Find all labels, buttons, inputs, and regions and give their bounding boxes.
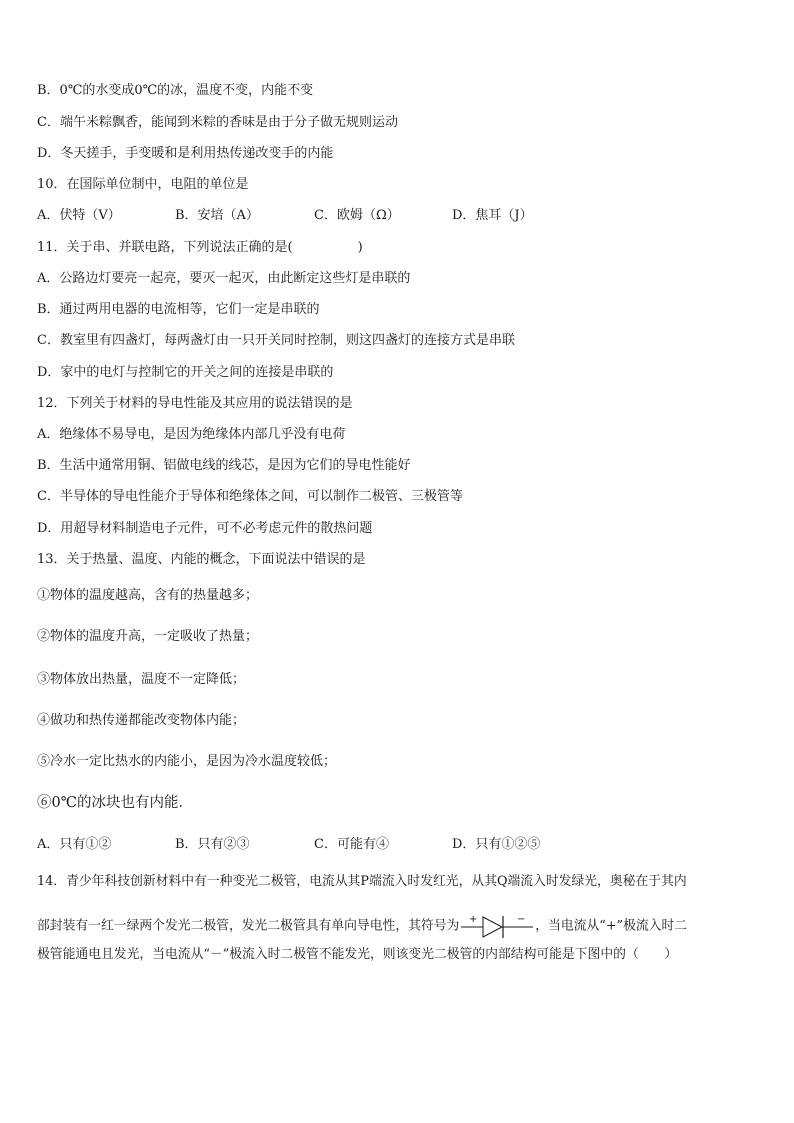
q9-option-b: B．0℃的水变成0℃的冰，温度不变，内能不变 <box>37 83 314 98</box>
q9-option-c: C．端午米粽飘香，能闻到米粽的香味是由于分子做无规则运动 <box>37 115 398 130</box>
q11-stem: 11．关于串、并联电路，下列说法正确的是( ) <box>37 240 363 255</box>
q12-option-a: A．绝缘体不易导电，是因为绝缘体内部几乎没有电荷 <box>37 427 346 442</box>
q13-statement-3: ③物体放出热量，温度不一定降低； <box>37 672 246 687</box>
diode-minus-label: − <box>517 914 526 925</box>
diode-symbol-icon <box>461 912 533 940</box>
q10-option-a: A．伏特（V） <box>37 208 121 223</box>
q13-statement-1: ①物体的温度越高，含有的热量越多； <box>37 588 259 603</box>
q10-stem: 10．在国际单位制中，电阻的单位是 <box>37 177 249 192</box>
q13-option-c: C．可能有④ <box>314 837 389 852</box>
q10-option-b: B．安培（A） <box>175 208 259 223</box>
q13-stem: 13．关于热量、温度、内能的概念，下面说法中错误的是 <box>37 552 366 567</box>
q13-option-b: B．只有②③ <box>175 837 250 852</box>
q13-option-a: A．只有①② <box>37 837 112 852</box>
q11-option-c: C．教室里有四盏灯，每两盏灯由一只开关同时控制，则这四盏灯的连接方式是串联 <box>37 333 515 348</box>
q12-option-b: B．生活中通常用铜、铝做电线的线芯，是因为它们的导电性能好 <box>37 458 411 473</box>
q13-option-d: D．只有①②⑤ <box>452 837 541 852</box>
q11-option-a: A．公路边灯要亮一起亮，要灭一起灭，由此断定这些灯是串联的 <box>37 271 411 286</box>
q12-stem: 12．下列关于材料的导电性能及其应用的说法错误的是 <box>37 396 353 411</box>
q14-stem-line-2 <box>37 912 687 940</box>
q13-statement-5: ⑤冷水一定比热水的内能小，是因为冷水温度较低； <box>37 754 337 769</box>
q11-option-d: D．家中的电灯与控制它的开关之间的连接是串联的 <box>37 365 334 380</box>
q10-option-c: C．欧姆（Ω） <box>314 208 400 223</box>
q14-stem-line-3: 极管能通电且发光，当电流从“－”极流入时二极管不能发光，则该变光二极管的内部结构可能是下图中的（ ） <box>37 947 678 962</box>
q11-option-b: B．通过两用电器的电流相等，它们一定是串联的 <box>37 302 320 317</box>
q13-statement-2: ②物体的温度升高，一定吸收了热量； <box>37 629 259 644</box>
q14-stem-line-2-end: ，当电流从“+”极流入时二 <box>535 918 688 934</box>
q14-stem-line-1: 14．青少年科技创新材料中有一种变光二极管，电流从其P端流入时发红光，从其Q端流入时发绿光，奥秘在于其内 <box>37 874 687 889</box>
q13-statement-6: ⑥0℃的冰块也有内能． <box>37 795 193 811</box>
q10-option-d: D．焦耳（J） <box>452 208 533 223</box>
q12-option-c: C．半导体的导电性能介于导体和绝缘体之间，可以制作二极管、三极管等 <box>37 489 463 504</box>
q13-statement-4: ④做功和热传递都能改变物体内能； <box>37 713 246 728</box>
q12-option-d: D．用超导材料制造电子元件，可不必考虑元件的散热问题 <box>37 521 373 536</box>
q9-option-d: D．冬天搓手，手变暖和是利用热传递改变手的内能 <box>37 146 334 161</box>
q14-stem-line-2-start: 部封装有一红一绿两个发光二极管，发光二极管具有单向导电性，其符号为 <box>37 918 460 934</box>
diode-plus-label: + <box>469 914 478 925</box>
